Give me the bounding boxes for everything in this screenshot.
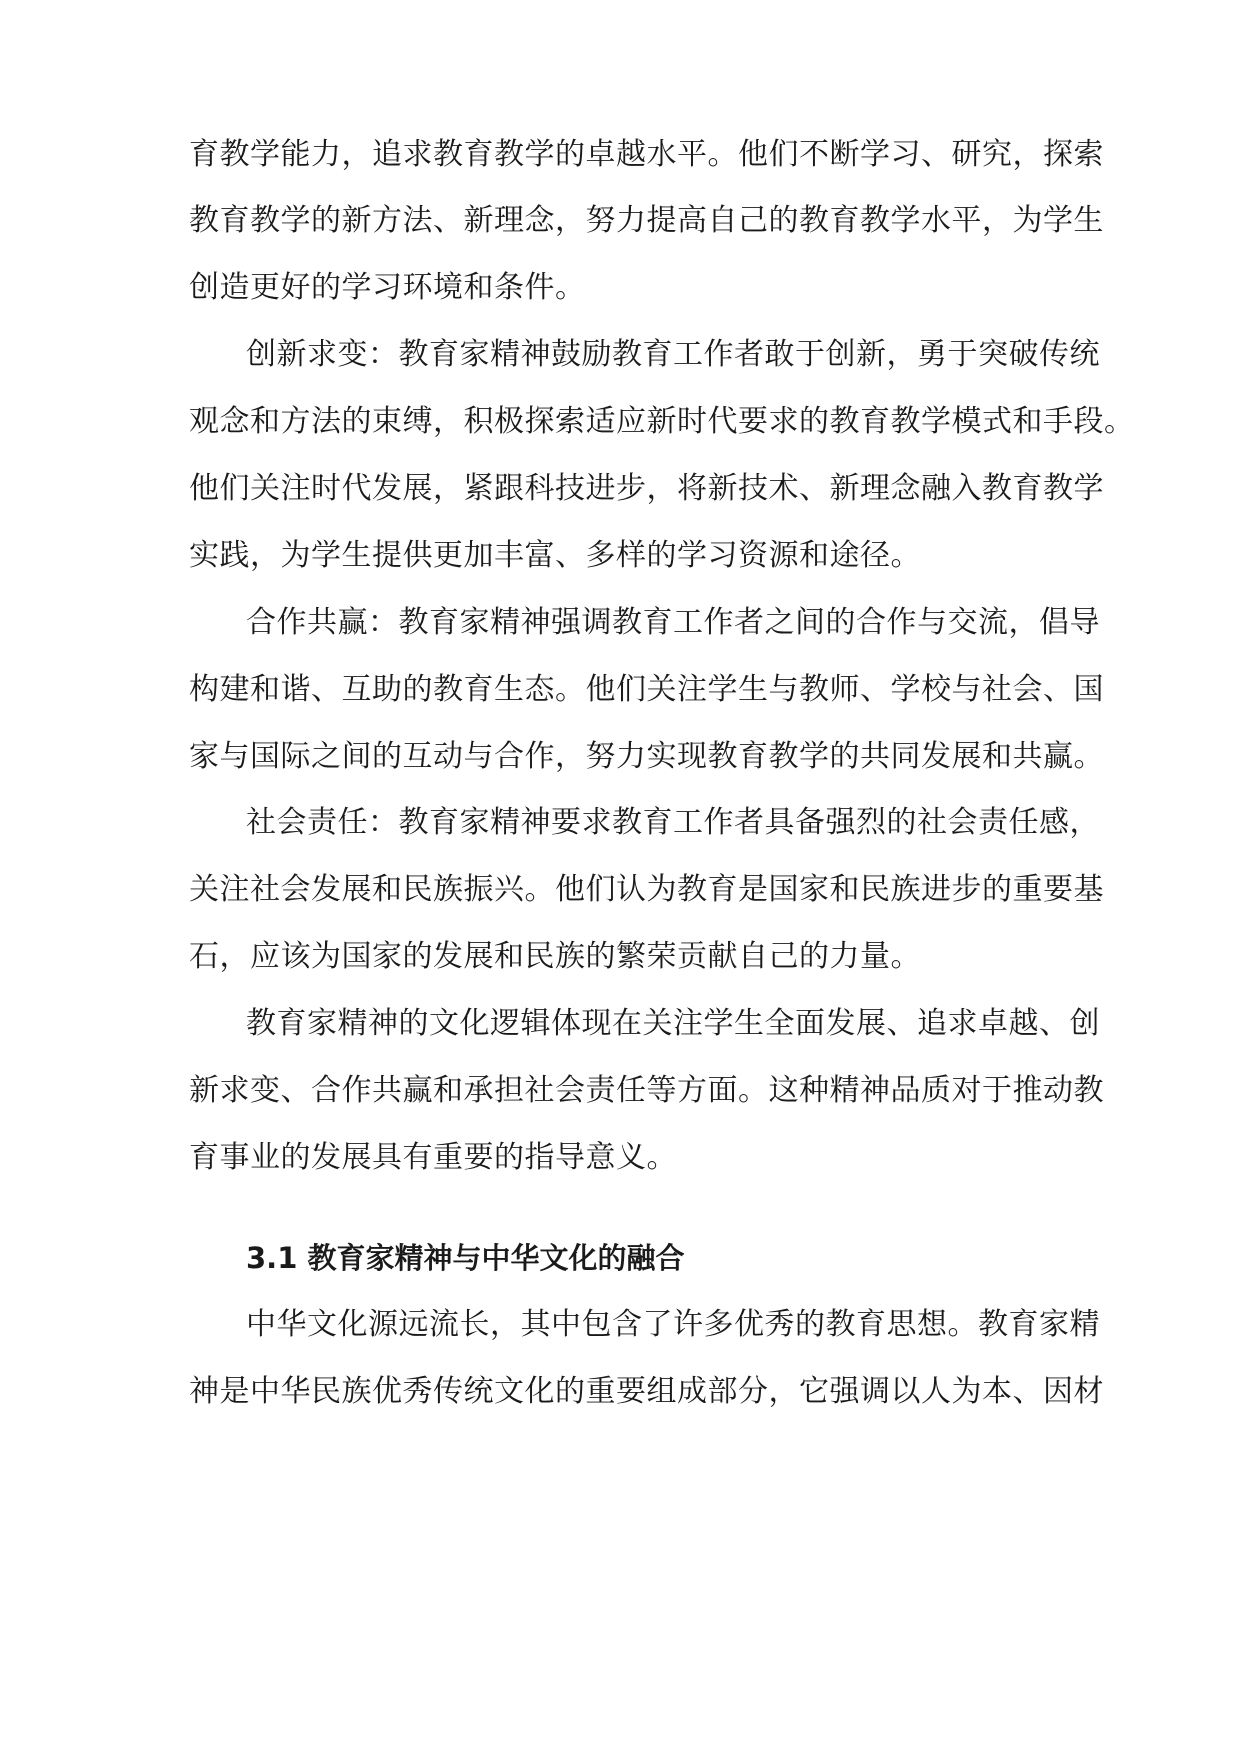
paragraph-line: 关注社会发展和民族振兴。他们认为教育是国家和民族进步的重要基 (189, 872, 1104, 907)
paragraph-line: 社会责任：教育家精神要求教育工作者具备强烈的社会责任感， (246, 805, 1100, 840)
paragraph-line: 家与国际之间的互动与合作，努力实现教育教学的共同发展和共赢。 (189, 739, 1104, 774)
paragraph-line: 观念和方法的束缚，积极探索适应新时代要求的教育教学模式和手段。 (189, 404, 1135, 439)
paragraph-line: 构建和谐、互助的教育生态。他们关注学生与教师、学校与社会、国 (189, 672, 1104, 707)
paragraph-line: 他们关注时代发展，紧跟科技进步，将新技术、新理念融入教育教学 (189, 471, 1104, 506)
paragraph-line: 教育家精神的文化逻辑体现在关注学生全面发展、追求卓越、创 (246, 1006, 1100, 1041)
paragraph-line: 实践，为学生提供更加丰富、多样的学习资源和途径。 (189, 538, 921, 573)
paragraph-line: 中华文化源远流长，其中包含了许多优秀的教育思想。教育家精 (246, 1307, 1100, 1342)
paragraph-line: 合作共赢：教育家精神强调教育工作者之间的合作与交流，倡导 (246, 605, 1100, 640)
paragraph-line: 石，应该为国家的发展和民族的繁荣贡献自己的力量。 (189, 939, 921, 974)
paragraph-line: 创造更好的学习环境和条件。 (189, 270, 586, 305)
paragraph-line: 新求变、合作共赢和承担社会责任等方面。这种精神品质对于推动教 (189, 1073, 1104, 1108)
paragraph-line: 育事业的发展具有重要的指导意义。 (189, 1140, 677, 1175)
paragraph-line: 育教学能力，追求教育教学的卓越水平。他们不断学习、研究，探索 (189, 137, 1104, 172)
paragraph-line: 神是中华民族优秀传统文化的重要组成部分，它强调以人为本、因材 (189, 1374, 1104, 1409)
paragraph-line: 教育教学的新方法、新理念，努力提高自己的教育教学水平，为学生 (189, 203, 1104, 238)
section-heading: 3.1 教育家精神与中华文化的融合 (246, 1241, 685, 1275)
paragraph-line: 创新求变：教育家精神鼓励教育工作者敢于创新，勇于突破传统 (246, 337, 1100, 372)
